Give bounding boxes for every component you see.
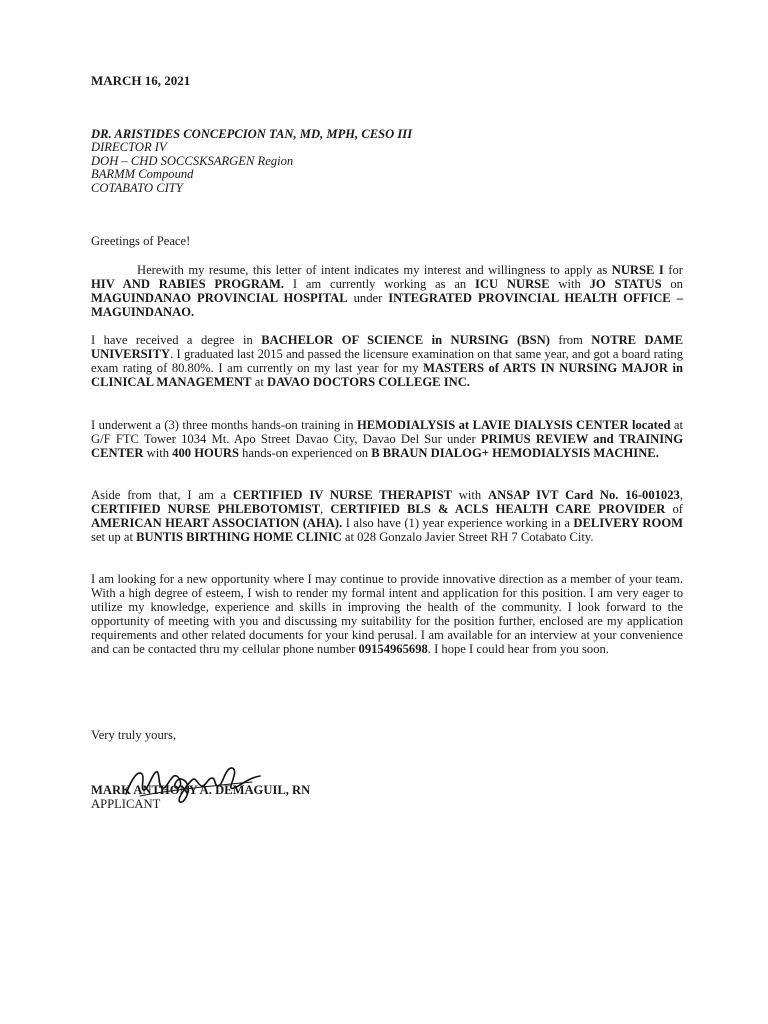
text-run: on [661, 277, 683, 291]
greeting: Greetings of Peace! [91, 234, 191, 248]
text-run: set up at [91, 530, 137, 544]
bold-run: DAVAO DOCTORS COLLEGE INC. [266, 375, 470, 389]
recipient-address-block [91, 128, 412, 195]
recipient-address-line-2: COTABATO CITY [91, 180, 183, 195]
bold-run: PRIMUS REVIEW and TRAINING CENTER [91, 432, 683, 460]
text-run: with [451, 488, 488, 502]
bold-run: B BRAUN DIALOG+ HEMODIALYSIS MACHINE. [371, 446, 659, 460]
bold-run: JO STATUS [589, 277, 662, 291]
text-run: with [143, 446, 173, 460]
text-run: at G/F FTC Tower 1034 Mt. Apo Street Davao City, Davao Del Sur under [91, 418, 683, 446]
signer-role: APPLICANT [91, 797, 161, 811]
bold-run: DELIVERY ROOM [573, 516, 683, 530]
text-run: hands-on experienced on [239, 446, 372, 460]
text-run: I also have (1) year experience working in a [342, 516, 574, 530]
bold-run: BUNTIS BIRTHING HOME CLINIC [136, 530, 342, 544]
bold-run: HIV AND RABIES PROGRAM. [91, 277, 285, 291]
text-run: , [320, 502, 331, 516]
bold-run: CERTIFIED BLS & ACLS HEALTH CARE PROVIDER [330, 502, 666, 516]
text-run: I am currently working as an [284, 277, 476, 291]
text-run: I am looking for a new opportunity where I may continue to provide innovative direction as a member of your team. With a high degree of esteem, I wish to render my formal intent and application for this position. I am very eager to utilize my knowledge, experience and skills in improving the health of the community. I look forward to the opportunity of meeting with you and discussing my suitability for the position further, enclosed are my application requirements and other related documents for your kind perusal. I am available for an interview at your convenience and can be contacted thru my cellular phone number [91, 572, 683, 656]
complimentary-close: Very truly yours, [91, 728, 176, 742]
bold-run: 400 HOURS [172, 446, 239, 460]
recipient-title: DIRECTOR IV [91, 140, 167, 155]
text-run: for [663, 263, 683, 277]
text-run: under [347, 291, 389, 305]
paragraph-closing-statement [91, 572, 683, 656]
bold-run: ICU NURSE [475, 277, 550, 291]
bold-run: CERTIFIED IV NURSE THERAPIST [232, 488, 452, 502]
text-run: . I hope I could hear from you soon. [427, 642, 609, 656]
bold-run: NURSE I [611, 263, 664, 277]
bold-run: AMERICAN HEART ASSOCIATION (AHA). [91, 516, 343, 530]
text-run: from [549, 333, 592, 347]
bold-run: NOTRE DAME UNIVERSITY [91, 333, 683, 361]
recipient-office: DOH – CHD SOCCSKSARGEN Region [91, 153, 294, 168]
text-run: Herewith my resume, this letter of intent indicates my interest and willingness to apply as [137, 263, 612, 277]
text-run: . I graduated last 2015 and passed the licensure examination on that same year, and got a board rating exam rating of 80.80%. I am currently on my last year for my [91, 347, 683, 375]
bold-run: BACHELOR OF SCIENCE in NURSING (BSN) [261, 333, 550, 347]
text-run: I have received a degree in [91, 333, 262, 347]
letter-date: MARCH 16, 2021 [91, 73, 191, 88]
text-run: I underwent a (3) three months hands-on training in [91, 418, 357, 432]
text-run: Aside from that, I am a [91, 488, 233, 502]
text-run: at 028 Gonzalo Javier Street RH 7 Cotabato City. [341, 530, 594, 544]
bold-run: MASTERS of ARTS IN NURSING MAJOR in CLINICAL MANAGEMENT [91, 361, 684, 389]
paragraph-intent [91, 263, 683, 319]
paragraph-certifications [91, 488, 683, 544]
text-run: , [679, 488, 683, 502]
bold-run: CERTIFIED NURSE PHLEBOTOMIST [91, 502, 321, 516]
text-run: with [549, 277, 590, 291]
signer-name: MARK ANTHONY A. DEMAGUIL, RN [91, 783, 311, 797]
recipient-name: DR. ARISTIDES CONCEPCION TAN, MD, MPH, CESO III [91, 127, 413, 141]
paragraph-education [91, 333, 683, 389]
recipient-address-line-1: BARMM Compound [91, 167, 194, 182]
paragraph-training [91, 418, 683, 460]
text-run: of [665, 502, 683, 516]
bold-run: ANSAP IVT Card No. 16-001023 [488, 488, 680, 502]
bold-run: MAGUINDANAO PROVINCIAL HOSPITAL [91, 291, 348, 305]
bold-run: HEMODIALYSIS at LAVIE DIALYSIS CENTER located [356, 418, 671, 432]
text-run: at [251, 375, 267, 389]
phone-number: 09154965698 [358, 642, 428, 656]
bold-run: INTEGRATED PROVINCIAL HEALTH OFFICE – MAGUINDANAO. [91, 291, 683, 319]
